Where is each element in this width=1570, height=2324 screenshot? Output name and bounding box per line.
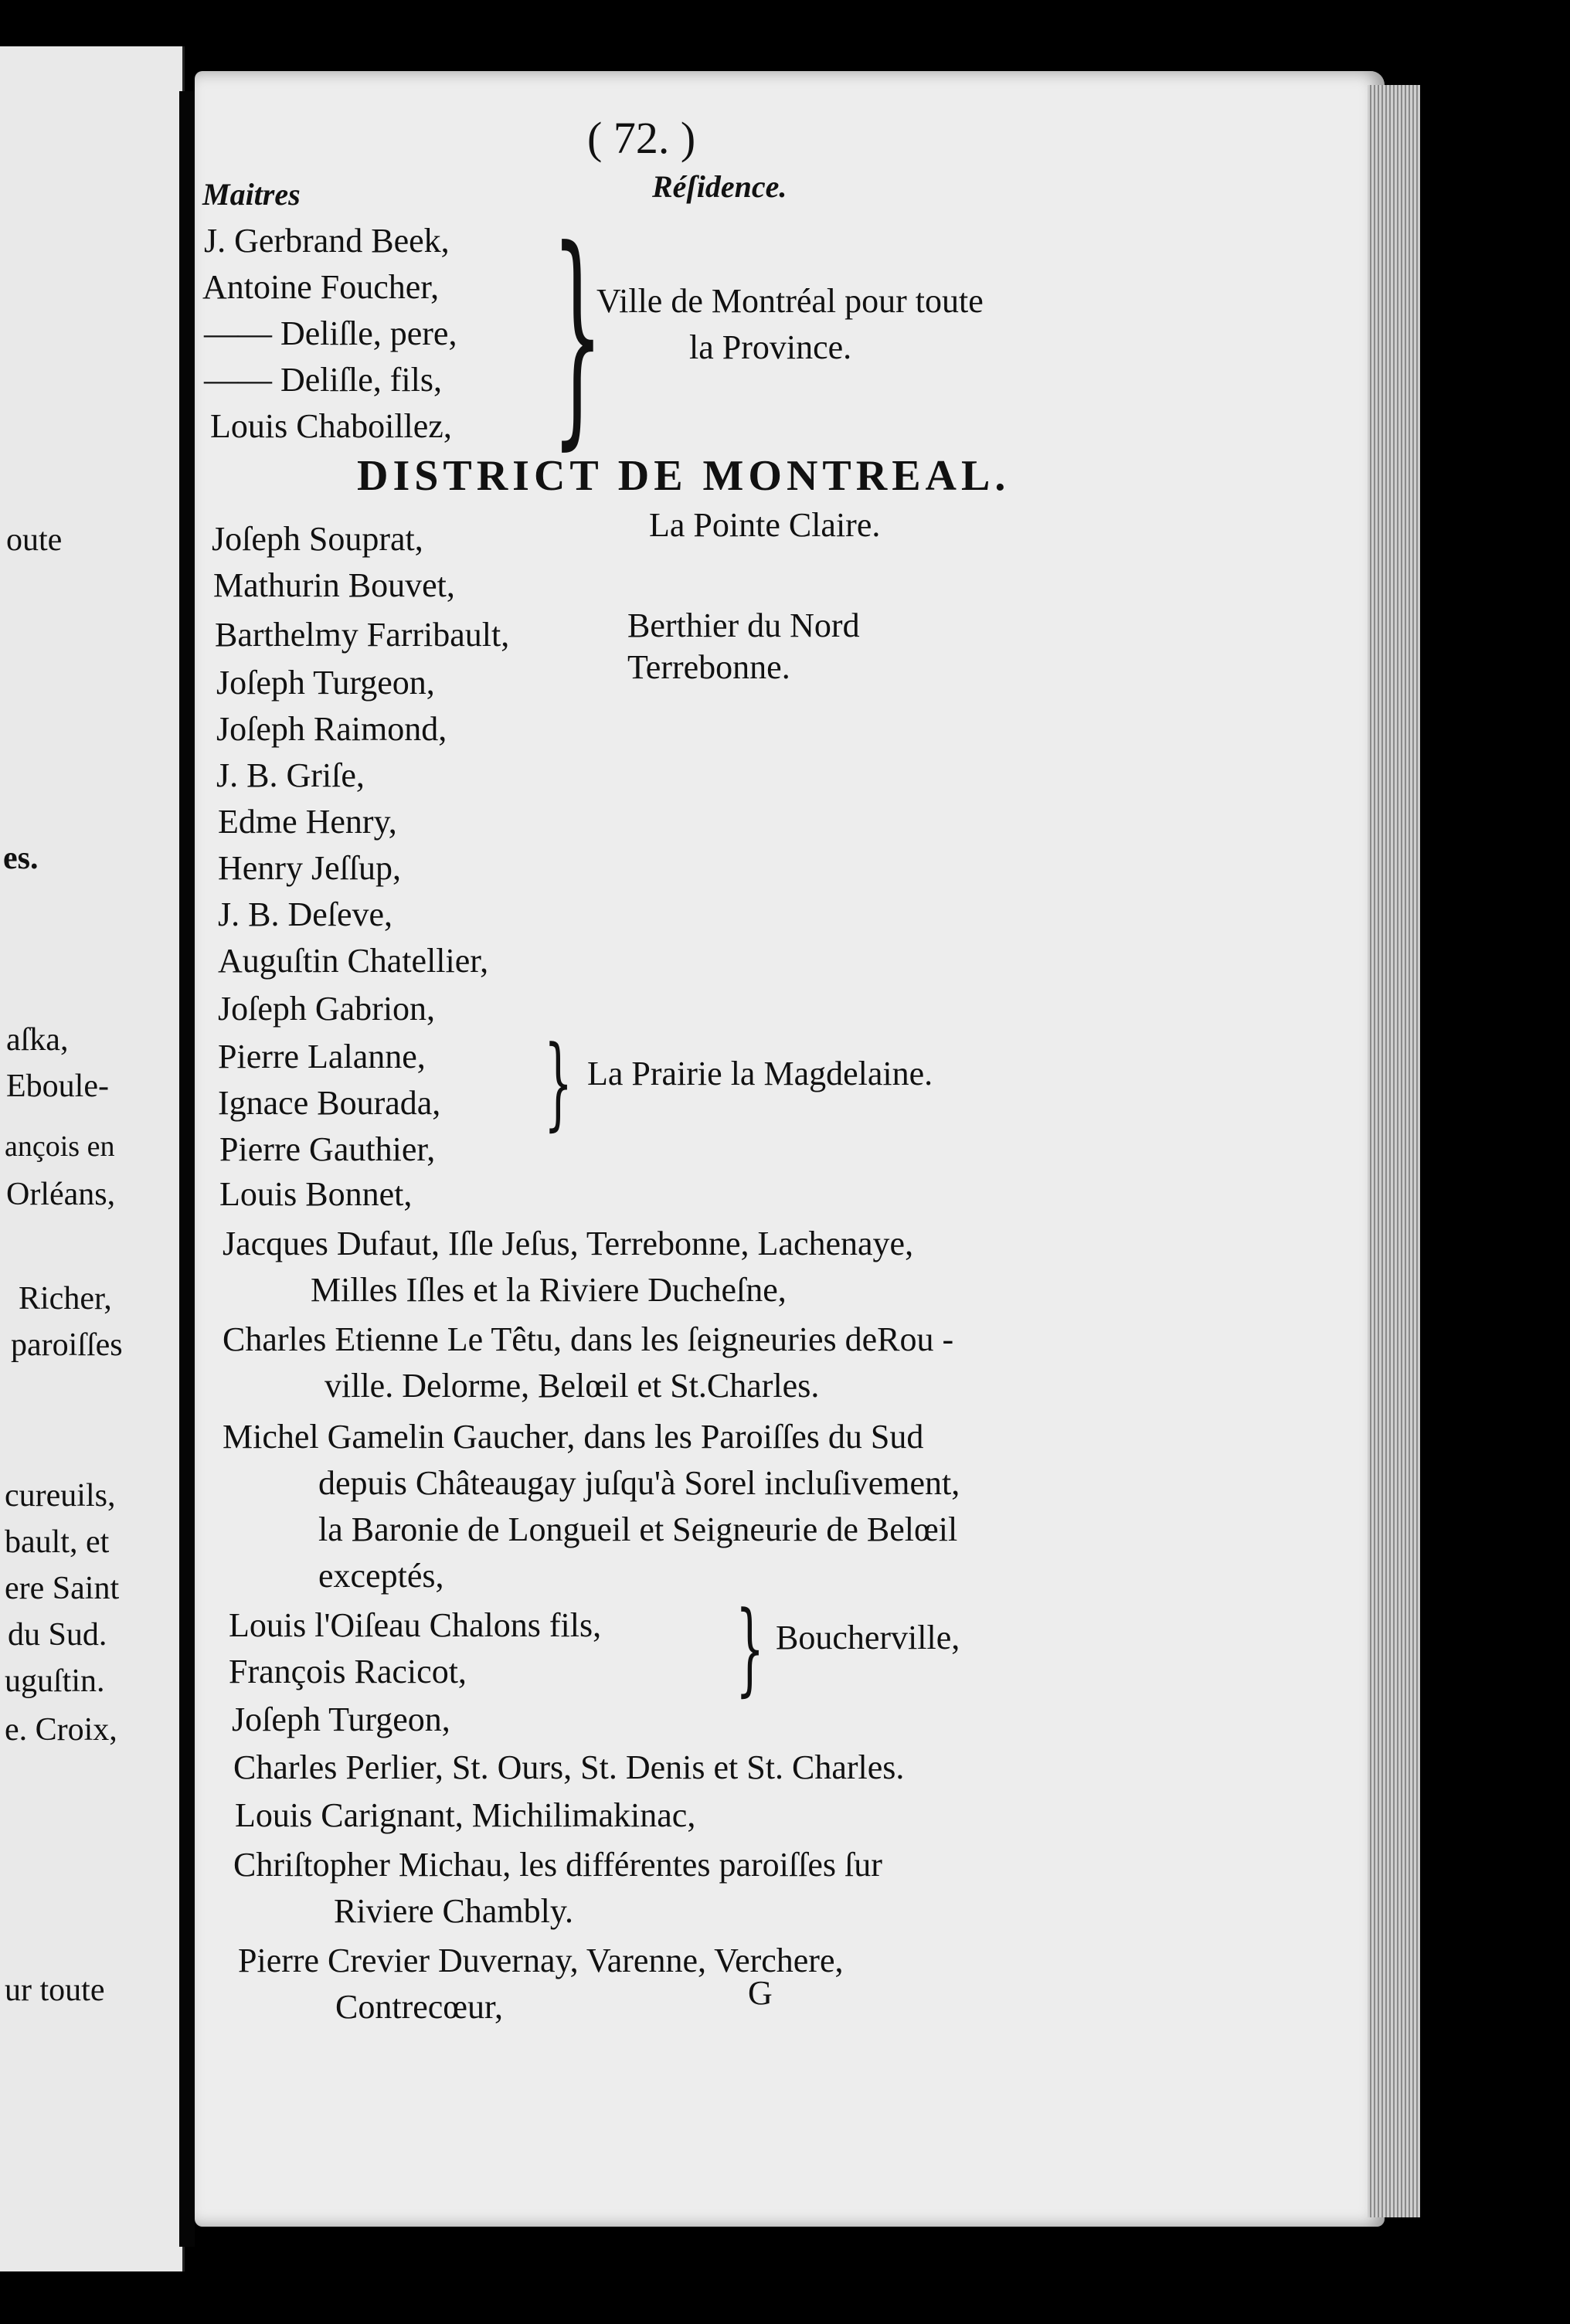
entry-duvernay: Pierre Crevier Duvernay, Varenne, Verchere, bbox=[238, 1942, 844, 1979]
entry-perlier: Charles Perlier, St. Ours, St. Denis et St. Charles. bbox=[233, 1748, 905, 1786]
residence-boucherville: Boucherville, bbox=[776, 1619, 960, 1656]
name-entry: Barthelmy Farribault, bbox=[215, 616, 510, 654]
left-fragment: oute bbox=[6, 522, 63, 558]
left-fragment: ançois en bbox=[5, 1130, 115, 1163]
entry-michau: Chriſtopher Michau, les différentes paroiſſes ſur bbox=[233, 1846, 882, 1884]
name-entry: François Racicot, bbox=[229, 1653, 467, 1690]
entry-gamelin-cont: depuis Châteaugay juſqu'à Sorel incluſivement, bbox=[318, 1464, 960, 1502]
left-fragment: cureuils, bbox=[5, 1478, 116, 1514]
left-fragment: uguſtin. bbox=[5, 1663, 105, 1699]
left-fragment: paroiſſes bbox=[11, 1327, 123, 1363]
residence-entry: Terrebonne. bbox=[627, 648, 790, 686]
entry-dufaut: Jacques Dufaut, Iſle Jeſus, Terrebonne, Lachenaye, bbox=[223, 1225, 914, 1262]
entry-letetu: Charles Etienne Le Têtu, dans les ſeigneuries deRou - bbox=[223, 1320, 954, 1358]
name-entry: J. Gerbrand Beek, bbox=[204, 222, 450, 260]
left-fragment: aſka, bbox=[6, 1022, 69, 1058]
name-entry: Auguſtin Chatellier, bbox=[218, 942, 489, 980]
name-entry: Joſeph Souprat, bbox=[212, 520, 423, 558]
page-edges bbox=[1368, 85, 1420, 2217]
left-fragment: Eboule- bbox=[6, 1069, 109, 1104]
name-entry: Pierre Gauthier, bbox=[219, 1130, 436, 1168]
name-entry: Pierre Lalanne, bbox=[218, 1038, 426, 1075]
name-entry: J. B. Griſe, bbox=[216, 756, 365, 794]
entry-dufaut-cont: Milles Iſles et la Riviere Ducheſne, bbox=[311, 1271, 787, 1309]
name-entry: Edme Henry, bbox=[218, 803, 397, 841]
entry-gamelin: Michel Gamelin Gaucher, dans les Paroiſſes du Sud bbox=[223, 1418, 924, 1456]
left-fragment: Richer, bbox=[19, 1281, 112, 1317]
name-entry: Henry Jeſſup, bbox=[218, 849, 402, 887]
brace-group1: } bbox=[552, 200, 603, 470]
name-entry: J. B. Deſeve, bbox=[218, 895, 393, 933]
brace-prairie: } bbox=[544, 1024, 573, 1141]
left-fragment: ur toute bbox=[5, 1972, 105, 2008]
header-residence: Réſidence. bbox=[652, 169, 787, 204]
left-fragment: es. bbox=[3, 841, 39, 876]
name-entry: Mathurin Bouvet, bbox=[213, 566, 455, 604]
signature-mark: G bbox=[748, 1974, 773, 2012]
name-entry: Louis l'Oiſeau Chalons fils, bbox=[229, 1606, 602, 1644]
entry-carignant: Louis Carignant, Michilimakinac, bbox=[235, 1796, 696, 1834]
residence-prairie: La Prairie la Magdelaine. bbox=[587, 1055, 933, 1092]
residence-group1-line1: Ville de Montréal pour toute bbox=[596, 282, 984, 320]
district-title: DISTRICT DE MONTREAL. bbox=[357, 452, 1011, 500]
book-page bbox=[195, 71, 1385, 2227]
name-entry: Joſeph Raimond, bbox=[216, 710, 447, 748]
entry-gamelin-cont: la Baronie de Longueil et Seigneurie de Belœil bbox=[318, 1510, 958, 1548]
brace-boucherville: } bbox=[736, 1589, 765, 1707]
left-fragment: Orléans, bbox=[6, 1177, 116, 1212]
left-page bbox=[0, 46, 185, 2271]
name-entry: Ignace Bourada, bbox=[218, 1084, 441, 1122]
left-fragment: bault, et bbox=[5, 1524, 110, 1560]
entry-gamelin-cont: exceptés, bbox=[318, 1557, 444, 1595]
name-entry: Joſeph Turgeon, bbox=[232, 1701, 450, 1738]
residence-entry: Berthier du Nord bbox=[627, 606, 860, 644]
page-number: ( 72. ) bbox=[587, 113, 696, 163]
name-entry: Louis Chaboillez, bbox=[210, 407, 452, 445]
left-fragment: ere Saint bbox=[5, 1571, 120, 1606]
entry-duvernay-cont: Contrecœur, bbox=[335, 1988, 503, 2026]
name-entry: Joſeph Turgeon, bbox=[216, 664, 435, 702]
name-entry: Louis Bonnet, bbox=[219, 1175, 413, 1213]
residence-group1-line2: la Province. bbox=[689, 328, 852, 366]
name-entry: —— Deliſle, fils, bbox=[204, 361, 442, 399]
name-entry: Joſeph Gabrion, bbox=[218, 990, 436, 1028]
left-fragment: du Sud. bbox=[8, 1617, 107, 1653]
entry-michau-cont: Riviere Chambly. bbox=[334, 1892, 573, 1930]
book-spine bbox=[179, 91, 195, 2247]
left-fragment: e. Croix, bbox=[5, 1712, 117, 1748]
header-maitres: Maitres bbox=[202, 177, 301, 212]
entry-letetu-cont: ville. Delorme, Belœil et St.Charles. bbox=[325, 1367, 820, 1405]
residence-entry: La Pointe Claire. bbox=[649, 506, 881, 544]
name-entry: —— Deliſle, pere, bbox=[204, 314, 457, 352]
name-entry: Antoine Foucher, bbox=[202, 268, 440, 306]
